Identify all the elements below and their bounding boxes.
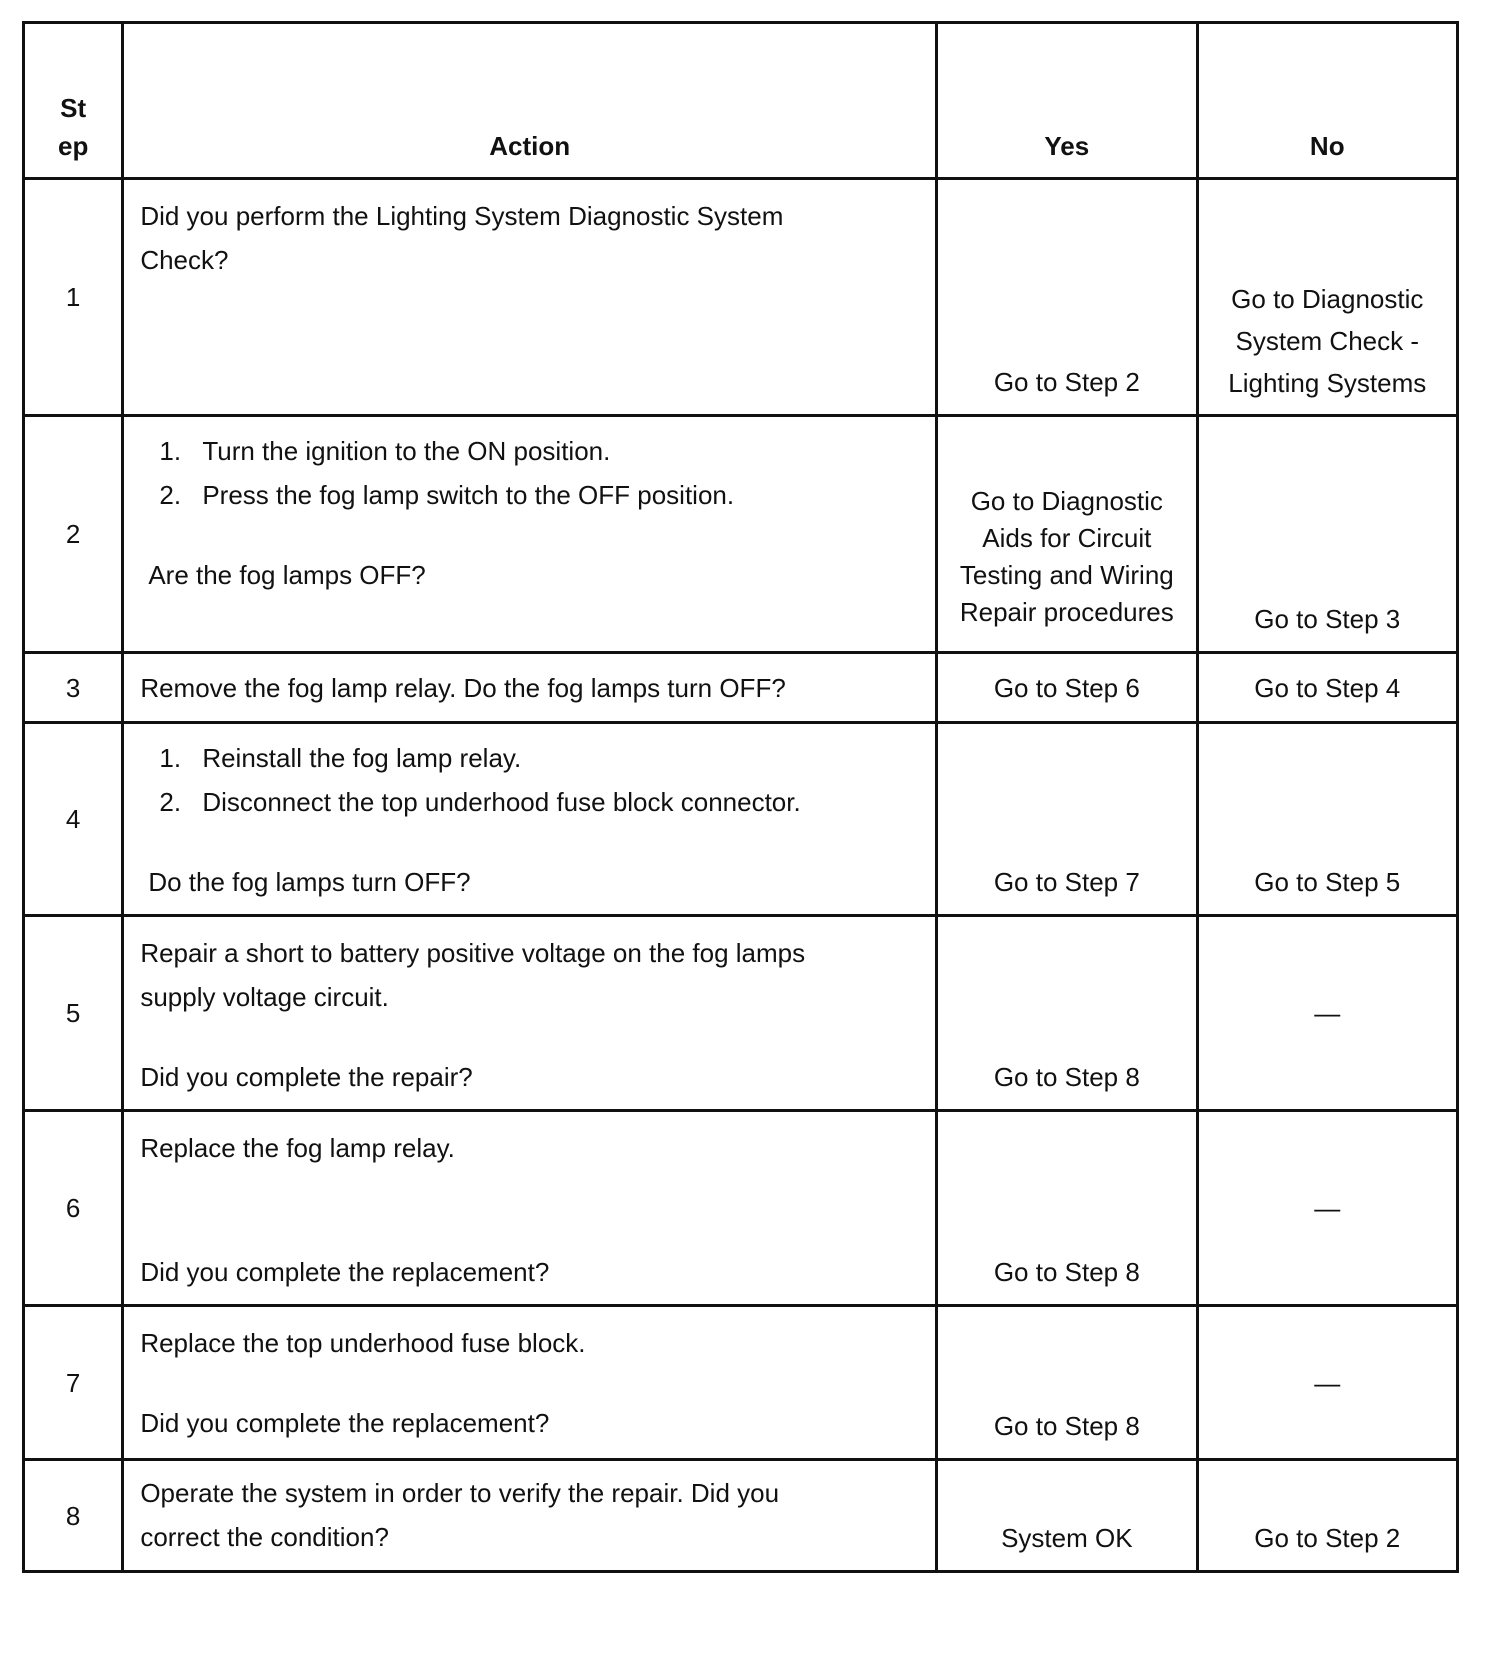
table-row bbox=[24, 723, 1458, 916]
action-question: Are the fog lamps OFF? bbox=[148, 560, 426, 590]
action-text: Did you perform the Lighting System Diagnostic System Check? bbox=[140, 201, 784, 275]
action-question: Did you complete the replacement? bbox=[140, 1408, 550, 1438]
step-number: 5 bbox=[24, 916, 123, 1111]
table-row bbox=[24, 653, 1458, 723]
no-cell: Go to Step 3 bbox=[1197, 416, 1457, 653]
header-step: St ep bbox=[24, 23, 123, 179]
yes-cell: Go to Step 8 bbox=[937, 916, 1197, 1111]
table-row bbox=[24, 1460, 1458, 1572]
table-row bbox=[24, 416, 1458, 653]
action-cell bbox=[123, 1111, 937, 1306]
action-text: Operate the system in order to verify the repair. Did you correct the condition? bbox=[140, 1478, 780, 1552]
header-row bbox=[24, 23, 1458, 179]
action-cell bbox=[123, 1460, 937, 1572]
step-number: 7 bbox=[24, 1306, 123, 1460]
yes-cell: Go to Step 8 bbox=[937, 1306, 1197, 1460]
action-question: Did you complete the repair? bbox=[140, 1062, 473, 1092]
action-list bbox=[140, 429, 925, 517]
yes-cell: Go to Step 7 bbox=[937, 723, 1197, 916]
list-item: 1. Turn the ignition to the ON position. bbox=[188, 429, 925, 473]
action-cell bbox=[123, 1306, 937, 1460]
action-cell bbox=[123, 179, 937, 416]
action-text: Replace the fog lamp relay. bbox=[140, 1133, 455, 1163]
diagnostic-table bbox=[22, 21, 1459, 1573]
step-number: 1 bbox=[24, 179, 123, 416]
no-cell: — bbox=[1197, 1306, 1457, 1460]
list-item: 2. Disconnect the top underhood fuse block connector. bbox=[188, 780, 925, 824]
yes-cell: Go to Diagnostic Aids for Circuit Testing and Wiring Repair procedures bbox=[937, 416, 1197, 653]
header-action: Action bbox=[123, 23, 937, 179]
table-row bbox=[24, 1111, 1458, 1306]
no-cell: Go to Step 5 bbox=[1197, 723, 1457, 916]
yes-cell: Go to Step 6 bbox=[937, 653, 1197, 723]
yes-cell: System OK bbox=[937, 1460, 1197, 1572]
yes-cell: Go to Step 2 bbox=[937, 179, 1197, 416]
action-question: Do the fog lamps turn OFF? bbox=[148, 867, 471, 897]
action-cell bbox=[123, 416, 937, 653]
list-item: 1. Reinstall the fog lamp relay. bbox=[188, 736, 925, 780]
table-row bbox=[24, 179, 1458, 416]
step-number: 3 bbox=[24, 653, 123, 723]
action-cell bbox=[123, 723, 937, 916]
no-cell: — bbox=[1197, 1111, 1457, 1306]
table-row bbox=[24, 1306, 1458, 1460]
table-row bbox=[24, 916, 1458, 1111]
list-item: 2. Press the fog lamp switch to the OFF position. bbox=[188, 473, 925, 517]
step-number: 8 bbox=[24, 1460, 123, 1572]
action-list bbox=[140, 736, 925, 824]
step-number: 2 bbox=[24, 416, 123, 653]
action-cell bbox=[123, 916, 937, 1111]
step-number: 6 bbox=[24, 1111, 123, 1306]
no-cell: Go to Step 4 bbox=[1197, 653, 1457, 723]
action-question: Did you complete the replacement? bbox=[140, 1257, 550, 1287]
yes-cell: Go to Step 8 bbox=[937, 1111, 1197, 1306]
action-text: Replace the top underhood fuse block. bbox=[140, 1328, 586, 1358]
no-cell: — bbox=[1197, 916, 1457, 1111]
action-text: Remove the fog lamp relay. Do the fog lamps turn OFF? bbox=[140, 672, 786, 703]
action-cell bbox=[123, 653, 937, 723]
header-yes: Yes bbox=[937, 23, 1197, 179]
no-cell: Go to Step 2 bbox=[1197, 1460, 1457, 1572]
step-number: 4 bbox=[24, 723, 123, 916]
header-no: No bbox=[1197, 23, 1457, 179]
action-text: Repair a short to battery positive voltage on the fog lamps supply voltage circuit. bbox=[140, 938, 806, 1012]
no-cell: Go to Diagnostic System Check - Lighting Systems bbox=[1197, 179, 1457, 416]
